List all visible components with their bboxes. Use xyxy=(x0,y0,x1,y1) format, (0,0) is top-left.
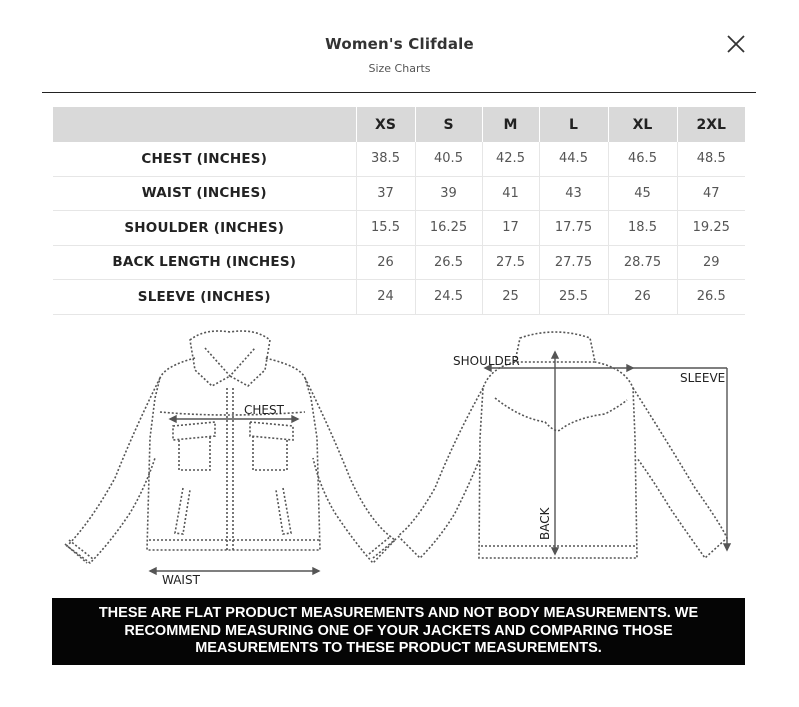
table-cell: 43 xyxy=(539,176,608,211)
sleeve-label: SLEEVE xyxy=(680,371,726,385)
table-cell: 24 xyxy=(356,280,415,315)
jacket-measurement-diagram xyxy=(55,318,745,590)
header-divider xyxy=(42,92,756,93)
table-cell: 15.5 xyxy=(356,211,415,246)
table-cell: 17.75 xyxy=(539,211,608,246)
modal-subtitle: Size Charts xyxy=(368,62,431,75)
table-cell: 41 xyxy=(482,176,539,211)
table-cell: 16.25 xyxy=(415,211,482,246)
row-label: SHOULDER (INCHES) xyxy=(53,211,356,246)
column-header-xl: XL xyxy=(608,107,677,142)
row-label: CHEST (INCHES) xyxy=(53,142,356,176)
table-cell: 25.5 xyxy=(539,280,608,315)
close-button[interactable] xyxy=(724,32,748,56)
table-cell: 47 xyxy=(677,176,745,211)
table-cell: 26 xyxy=(608,280,677,315)
column-header-l: L xyxy=(539,107,608,142)
table-cell: 44.5 xyxy=(539,142,608,176)
row-label: WAIST (INCHES) xyxy=(53,176,356,211)
table-cell: 26.5 xyxy=(415,245,482,280)
waist-label: WAIST xyxy=(162,573,200,587)
table-cell: 26 xyxy=(356,245,415,280)
close-icon xyxy=(724,32,748,56)
row-label: BACK LENGTH (INCHES) xyxy=(53,245,356,280)
table-cell: 45 xyxy=(608,176,677,211)
back-length-label: BACK xyxy=(538,507,552,540)
front-jacket-illustration xyxy=(65,331,397,563)
table-cell: 39 xyxy=(415,176,482,211)
table-cell: 26.5 xyxy=(677,280,745,315)
table-cell: 28.75 xyxy=(608,245,677,280)
table-cell: 37 xyxy=(356,176,415,211)
table-row xyxy=(53,211,745,246)
table-header-row xyxy=(53,107,745,142)
column-header-xs: XS xyxy=(356,107,415,142)
table-cell: 17 xyxy=(482,211,539,246)
table-cell: 29 xyxy=(677,245,745,280)
column-header-2xl: 2XL xyxy=(677,107,745,142)
table-row xyxy=(53,142,745,176)
measurement-notice-banner xyxy=(52,598,745,665)
column-header-s: S xyxy=(415,107,482,142)
column-header xyxy=(53,107,356,142)
table-cell: 24.5 xyxy=(415,280,482,315)
column-header-m: M xyxy=(482,107,539,142)
table-cell: 38.5 xyxy=(356,142,415,176)
table-cell: 25 xyxy=(482,280,539,315)
size-chart-table xyxy=(53,107,745,315)
table-cell: 48.5 xyxy=(677,142,745,176)
table-row xyxy=(53,245,745,280)
table-row xyxy=(53,176,745,211)
table-cell: 19.25 xyxy=(677,211,745,246)
table-cell: 46.5 xyxy=(608,142,677,176)
table-cell: 18.5 xyxy=(608,211,677,246)
chest-label: CHEST xyxy=(244,403,284,417)
table-cell: 27.75 xyxy=(539,245,608,280)
shoulder-label: SHOULDER xyxy=(453,354,520,368)
table-row xyxy=(53,280,745,315)
modal-title: Women's Clifdale xyxy=(325,35,474,53)
table-cell: 42.5 xyxy=(482,142,539,176)
table-cell: 40.5 xyxy=(415,142,482,176)
back-jacket-illustration xyxy=(398,332,727,558)
row-label: SLEEVE (INCHES) xyxy=(53,280,356,315)
measurement-notice-text: THESE ARE FLAT PRODUCT MEASUREMENTS AND NOT BODY MEASUREMENTS. WE RECOMMEND MEASURING ONE OF YOUR JACKETS AND COMPARING THOSE MEASUREMENTS TO THESE PRODUCT MEASUREMENTS. xyxy=(98,605,699,657)
table-cell: 27.5 xyxy=(482,245,539,280)
